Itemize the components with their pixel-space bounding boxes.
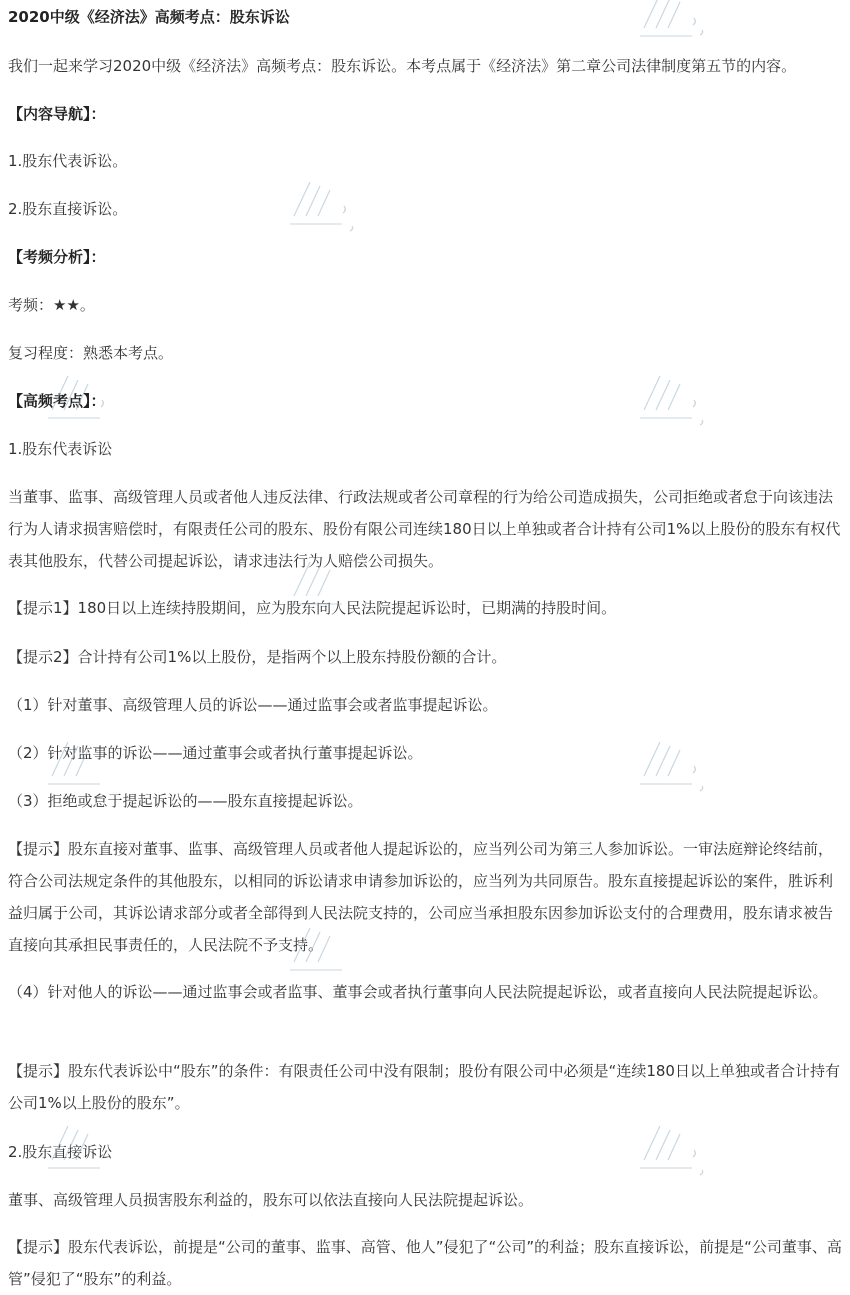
tip-3: 【提示】股东直接对董事、监事、高级管理人员或者他人提起诉讼的，应当列公司为第三人参加诉讼。一审法庭辩论终结前，符合公司法规定条件的其他股东，以相同的诉讼请求申请参加诉讼的，应当列为共同原告。股东直接提起诉讼的案件，胜诉利益归属于公司，其诉讼请求部分或者全部得到人民法院支持的，公司应当承担股东因参加诉讼支付的合理费用，股东请求被告直接向其承担民事责任的，人民法院不予支持。 — [8, 840, 834, 954]
list-item-1: （1）针对董事、高级管理人员的诉讼——通过监事会或者监事提起诉讼。 — [8, 696, 498, 714]
nav-heading: 【内容导航】： — [8, 105, 106, 123]
nav-item-1: 1.股东代表诉讼。 — [8, 152, 128, 170]
pen-scribble-icon — [632, 1120, 712, 1186]
section-2-title: 2.股东直接诉讼 — [8, 1143, 113, 1161]
nav-item-2: 2.股东直接诉讼。 — [8, 200, 128, 218]
list-item-3: （3）拒绝或怠于提起诉讼的——股东直接提起诉讼。 — [8, 792, 363, 810]
analysis-heading: 【考频分析】： — [8, 248, 106, 266]
key-points-heading: 【高频考点】： — [8, 392, 106, 410]
tip-2: 【提示2】合计持有公司1%以上股份，是指两个以上股东持股份额的合计。 — [8, 648, 507, 666]
tip-5: 【提示】股东代表诉讼，前提是“公司的董事、监事、高管、他人”侵犯了“公司”的利益；股东直接诉讼，前提是“公司董事、高管”侵犯了“股东”的利益。 — [8, 1238, 842, 1288]
list-item-4: （4）针对他人的诉讼——通过监事会或者监事、董事会或者执行董事向人民法院提起诉讼，或者直接向人民法院提起诉讼。 — [8, 983, 828, 1001]
pen-scribble-icon — [632, 0, 712, 54]
review-level-line: 复习程度：熟悉本考点。 — [8, 344, 174, 362]
pen-scribble-icon — [632, 736, 712, 802]
intro-paragraph: 我们一起来学习2020中级《经济法》高频考点：股东诉讼。本考点属于《经济法》第二章公司法律制度第五节的内容。 — [8, 57, 797, 75]
article-title: 2020中级《经济法》高频考点：股东诉讼 — [8, 8, 290, 26]
section-1-body: 当董事、监事、高级管理人员或者他人违反法律、行政法规或者公司章程的行为给公司造成损失，公司拒绝或者怠于向该违法行为人请求损害赔偿时，有限责任公司的股东、股份有限公司连续180日以上单独或者合计持有公司1%以上股份的股东有权代表其他股东，代替公司提起诉讼，请求违法行为人赔偿公司损失。 — [8, 488, 841, 570]
pen-scribble-icon — [632, 370, 712, 436]
frequency-line: 考频：★★。 — [8, 296, 95, 314]
pen-scribble-icon — [282, 176, 362, 242]
section-2-body: 董事、高级管理人员损害股东利益的，股东可以依法直接向人民法院提起诉讼。 — [8, 1191, 534, 1209]
tip-1: 【提示1】180日以上连续持股期间，应为股东向人民法院提起诉讼时，已期满的持股时间。 — [8, 599, 617, 617]
tip-4: 【提示】股东代表诉讼中“股东”的条件：有限责任公司中没有限制；股份有限公司中必须是“连续180日以上单独或者合计持有公司1%以上股份的股东”。 — [8, 1062, 840, 1112]
list-item-2: （2）针对监事的诉讼——通过董事会或者执行董事提起诉讼。 — [8, 744, 423, 762]
section-1-title: 1.股东代表诉讼 — [8, 440, 113, 458]
